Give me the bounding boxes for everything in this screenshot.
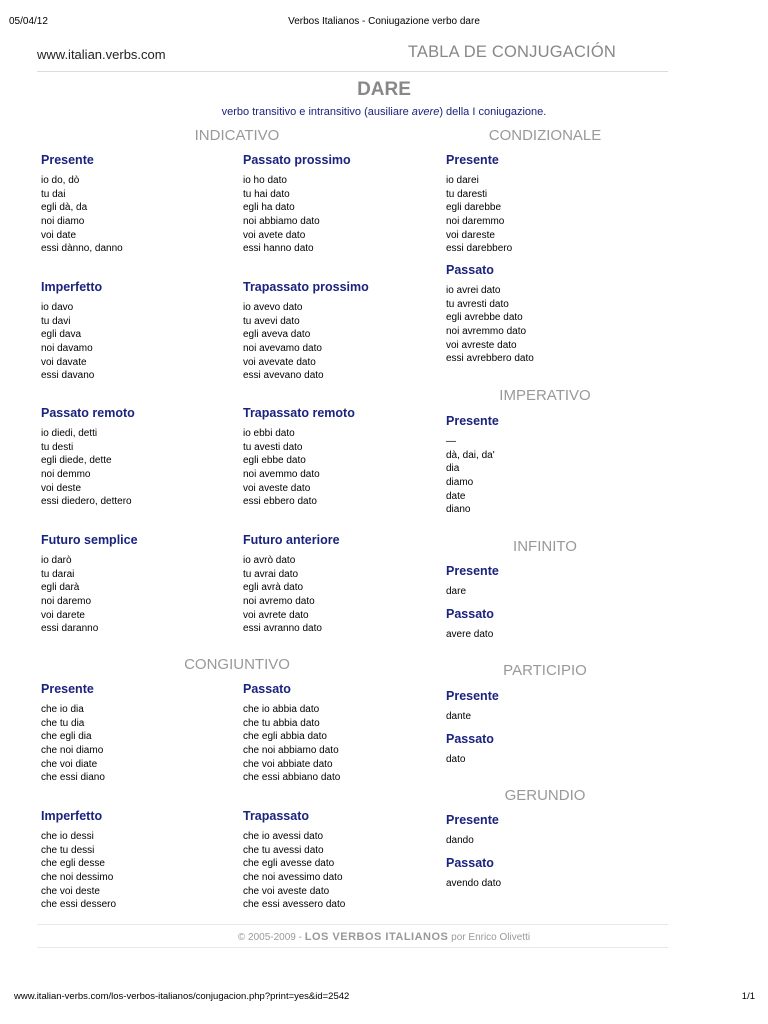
tense-forms [41, 427, 241, 509]
footer-author: por Enrico Olivetti [448, 932, 531, 943]
section-participio: PARTICIPIO [503, 662, 587, 679]
tense-forms [446, 710, 646, 724]
conjugation-form: che essi diano [41, 772, 105, 784]
tense-name: Imperfetto [41, 280, 103, 294]
conjugation-form: che egli dia [41, 731, 92, 743]
tense-forms [41, 830, 241, 912]
conjugation-form: io ho dato [243, 175, 287, 186]
conjugation-form: che egli avesse dato [243, 858, 335, 870]
conjugation-form: essi davano [41, 370, 95, 382]
tense-forms [41, 174, 241, 256]
conjugation-form: che voi abbiate dato [243, 758, 333, 770]
conjugation-form: che noi avessimo dato [243, 872, 343, 884]
conjugation-form: che noi diamo [41, 745, 104, 757]
verb-desc-auxiliary: avere [411, 106, 440, 118]
conjugation-form: tu davi [41, 315, 71, 327]
conjugation-form: che essi avessero dato [243, 899, 346, 911]
conjugation-form: essi diedero, dettero [41, 496, 132, 508]
conjugation-form: tu desti [41, 441, 74, 453]
conjugation-form: essi dànno, danno [41, 243, 123, 255]
conjugation-form: egli dava [41, 329, 82, 341]
tense-forms [243, 830, 443, 912]
page-footer [0, 931, 768, 943]
conjugation-form: io diedi, detti [41, 428, 98, 439]
verb-title: DARE [357, 79, 411, 100]
conjugation-form: dia [446, 463, 460, 475]
conjugation-form: — [446, 436, 456, 447]
tense-forms [446, 877, 646, 891]
conjugation-form: diano [446, 504, 471, 516]
tense-name: Trapassato remoto [243, 406, 355, 420]
conjugation-form: essi avrebbero dato [446, 353, 534, 365]
conjugation-form: egli avrebbe dato [446, 312, 523, 324]
verb-desc-pre: verbo transitivo e intransitivo (ausiliare [221, 106, 412, 118]
tense-forms [446, 174, 646, 256]
conjugation-form: dante [446, 711, 472, 722]
tense-name: Passato [446, 263, 494, 277]
tense-name: Presente [41, 682, 94, 696]
tense-name: Presente [446, 564, 499, 578]
tense-participio-passato [446, 731, 646, 767]
tense-forms [446, 284, 646, 366]
conjugation-form: che egli abbia dato [243, 731, 327, 743]
conjugation-form: che io dessi [41, 831, 94, 842]
tense-name: Passato [446, 856, 494, 870]
conjugation-form: che essi dessero [41, 899, 117, 911]
conjugation-form: dando [446, 835, 474, 846]
conjugation-form: tu hai dato [243, 188, 290, 200]
conjugation-form: essi daranno [41, 623, 99, 635]
tense-name: Presente [446, 689, 499, 703]
tense-indicativo-futuro-anteriore [243, 532, 443, 636]
print-url: www.italian-verbs.com/los-verbos-italianos/conjugacion.php?print=yes&id=2542 [14, 991, 350, 1002]
conjugation-form: che egli desse [41, 858, 105, 870]
conjugation-form: tu avresti dato [446, 298, 509, 310]
conjugation-form: io avevo dato [243, 302, 303, 313]
tense-forms [446, 435, 646, 517]
tense-forms [446, 834, 646, 848]
conjugation-form: essi hanno dato [243, 243, 314, 255]
conjugation-form: voi deste [41, 482, 82, 494]
verb-desc-post: ) della I coniugazione. [439, 106, 547, 118]
tense-indicativo-passato-prossimo [243, 152, 443, 256]
conjugation-form: tu avevi dato [243, 315, 300, 327]
conjugation-form: avere dato [446, 629, 494, 640]
tense-forms [243, 554, 443, 636]
conjugation-form: voi avreste dato [446, 339, 517, 351]
conjugation-form: egli ha dato [243, 202, 295, 214]
print-footer [0, 991, 768, 1005]
conjugation-form: essi darebbero [446, 243, 513, 255]
conjugation-form: essi avevano dato [243, 370, 324, 382]
conjugation-form: io davo [41, 302, 74, 313]
section-congiuntivo: CONGIUNTIVO [184, 656, 290, 673]
footer-brand[interactable]: LOS VERBOS ITALIANOS [304, 931, 449, 943]
conjugation-form: che tu abbia dato [243, 717, 320, 729]
conjugation-form: noi avemmo dato [243, 469, 320, 481]
tense-name: Imperfetto [41, 809, 103, 823]
conjugation-form: egli diede, dette [41, 455, 112, 467]
tense-forms [41, 703, 241, 785]
print-page-number: 1/1 [741, 991, 755, 1002]
tense-indicativo-futuro-semplice [41, 532, 241, 636]
conjugation-form: io avrò dato [243, 555, 296, 566]
tense-name: Futuro anteriore [243, 533, 340, 547]
conjugation-form: dato [446, 754, 466, 765]
tense-forms [243, 703, 443, 785]
conjugation-form: io do, dò [41, 175, 80, 186]
conjugation-form: che noi dessimo [41, 872, 114, 884]
tense-forms [446, 628, 646, 642]
conjugation-form: che io avessi dato [243, 831, 324, 842]
tense-gerundio-presente [446, 812, 646, 848]
table-heading: TABLA DE CONJUGACIÓN [407, 43, 616, 61]
conjugation-form: noi avremmo dato [446, 326, 527, 338]
conjugation-form: voi date [41, 229, 77, 241]
tense-forms [243, 301, 443, 383]
conjugation-form: tu dai [41, 188, 66, 200]
conjugation-form: io avrei dato [446, 285, 501, 296]
conjugation-form: noi avremo dato [243, 596, 315, 608]
conjugation-form: tu avrai dato [243, 568, 299, 580]
conjugation-form: che tu avessi dato [243, 844, 324, 856]
verb-description [0, 106, 768, 118]
tense-name: Passato [243, 682, 291, 696]
tense-congiuntivo-trapassato [243, 808, 443, 912]
section-infinito: INFINITO [513, 538, 577, 555]
tense-name: Passato prossimo [243, 153, 351, 167]
conjugation-form: tu avesti dato [243, 441, 303, 453]
conjugation-form: tu daresti [446, 188, 488, 200]
conjugation-form: che voi diate [41, 758, 98, 770]
footer-copyright: © 2005-2009 - [237, 932, 305, 943]
conjugation-form: che voi aveste dato [243, 885, 330, 897]
tense-gerundio-passato [446, 855, 646, 891]
conjugation-form: egli darebbe [446, 202, 502, 214]
conjugation-form: egli dà, da [41, 202, 88, 214]
conjugation-form: che tu dessi [41, 844, 95, 856]
print-date: 05/04/12 [9, 16, 48, 27]
tense-name: Trapassato [243, 809, 310, 823]
tense-forms [446, 753, 646, 767]
conjugation-form: date [446, 490, 466, 502]
tense-indicativo-passato-remoto [41, 405, 241, 509]
conjugation-form: voi aveste dato [243, 482, 311, 494]
tense-indicativo-trapassato-prossimo [243, 279, 443, 383]
conjugation-form: voi avete dato [243, 229, 306, 241]
conjugation-form: che voi deste [41, 885, 100, 897]
conjugation-form: voi davate [41, 356, 87, 368]
print-header [0, 16, 768, 32]
section-imperativo: IMPERATIVO [499, 387, 591, 404]
conjugation-form: io darei [446, 175, 479, 186]
conjugation-form: essi ebbero dato [243, 496, 317, 508]
section-indicativo: INDICATIVO [194, 127, 280, 144]
tense-participio-presente [446, 688, 646, 724]
conjugation-form: voi dareste [446, 229, 495, 241]
conjugation-form: egli ebbe dato [243, 455, 306, 467]
tense-condizionale-passato [446, 262, 646, 366]
tense-imperativo-presente [446, 413, 646, 517]
conjugation-form: che noi abbiamo dato [243, 745, 339, 757]
conjugation-form: diamo [446, 477, 474, 489]
tense-name: Presente [446, 813, 499, 827]
conjugation-form: dare [446, 586, 467, 597]
conjugation-form: noi avevamo dato [243, 343, 322, 355]
page-header [37, 41, 668, 72]
conjugation-form: io darò [41, 555, 72, 566]
tense-name: Presente [41, 153, 94, 167]
conjugation-form: noi davamo [41, 343, 93, 355]
tense-name: Presente [446, 153, 499, 167]
conjugation-form: avendo dato [446, 878, 502, 889]
conjugation-form: che essi abbiano dato [243, 772, 341, 784]
conjugation-form: noi abbiamo dato [243, 216, 320, 228]
conjugation-form: noi daremmo [446, 216, 505, 228]
conjugation-form: dà, dai, da' [446, 449, 495, 461]
section-gerundio: GERUNDIO [504, 787, 586, 804]
tense-name: Trapassato prossimo [243, 280, 369, 294]
conjugation-form: che tu dia [41, 717, 85, 729]
conjugation-form: egli darà [41, 582, 80, 594]
section-condizionale: CONDIZIONALE [488, 127, 602, 144]
tense-forms [41, 301, 241, 383]
site-name: www.italian.verbs.com [37, 47, 166, 62]
conjugation-form: che io dia [41, 704, 84, 715]
tense-name: Passato [446, 732, 494, 746]
conjugation-form: egli aveva dato [243, 329, 311, 341]
conjugation-form: noi demmo [41, 469, 91, 481]
tense-indicativo-imperfetto [41, 279, 241, 383]
tense-name: Presente [446, 414, 499, 428]
tense-name: Passato remoto [41, 406, 135, 420]
tense-forms [243, 174, 443, 256]
tense-indicativo-presente [41, 152, 241, 256]
tense-forms [41, 554, 241, 636]
tense-name: Passato [446, 607, 494, 621]
conjugation-form: io ebbi dato [243, 428, 295, 439]
conjugation-form: essi avranno dato [243, 623, 322, 635]
conjugation-form: egli avrà dato [243, 582, 304, 594]
tense-congiuntivo-imperfetto [41, 808, 241, 912]
print-title: Verbos Italianos - Coniugazione verbo dare [288, 16, 480, 27]
tense-condizionale-presente [446, 152, 646, 256]
tense-indicativo-trapassato-remoto [243, 405, 443, 509]
tense-forms [446, 585, 646, 599]
conjugation-form: noi diamo [41, 216, 85, 228]
conjugation-form: voi darete [41, 609, 85, 621]
tense-forms [243, 427, 443, 509]
conjugation-form: tu darai [41, 568, 75, 580]
tense-infinito-presente [446, 563, 646, 599]
tense-congiuntivo-presente [41, 681, 241, 785]
conjugation-form: che io abbia dato [243, 704, 320, 715]
conjugation-form: voi avevate dato [243, 356, 316, 368]
tense-congiuntivo-passato [243, 681, 443, 785]
tense-name: Futuro semplice [41, 533, 138, 547]
conjugation-form: voi avrete dato [243, 609, 309, 621]
conjugation-form: noi daremo [41, 596, 92, 608]
tense-infinito-passato [446, 606, 646, 642]
